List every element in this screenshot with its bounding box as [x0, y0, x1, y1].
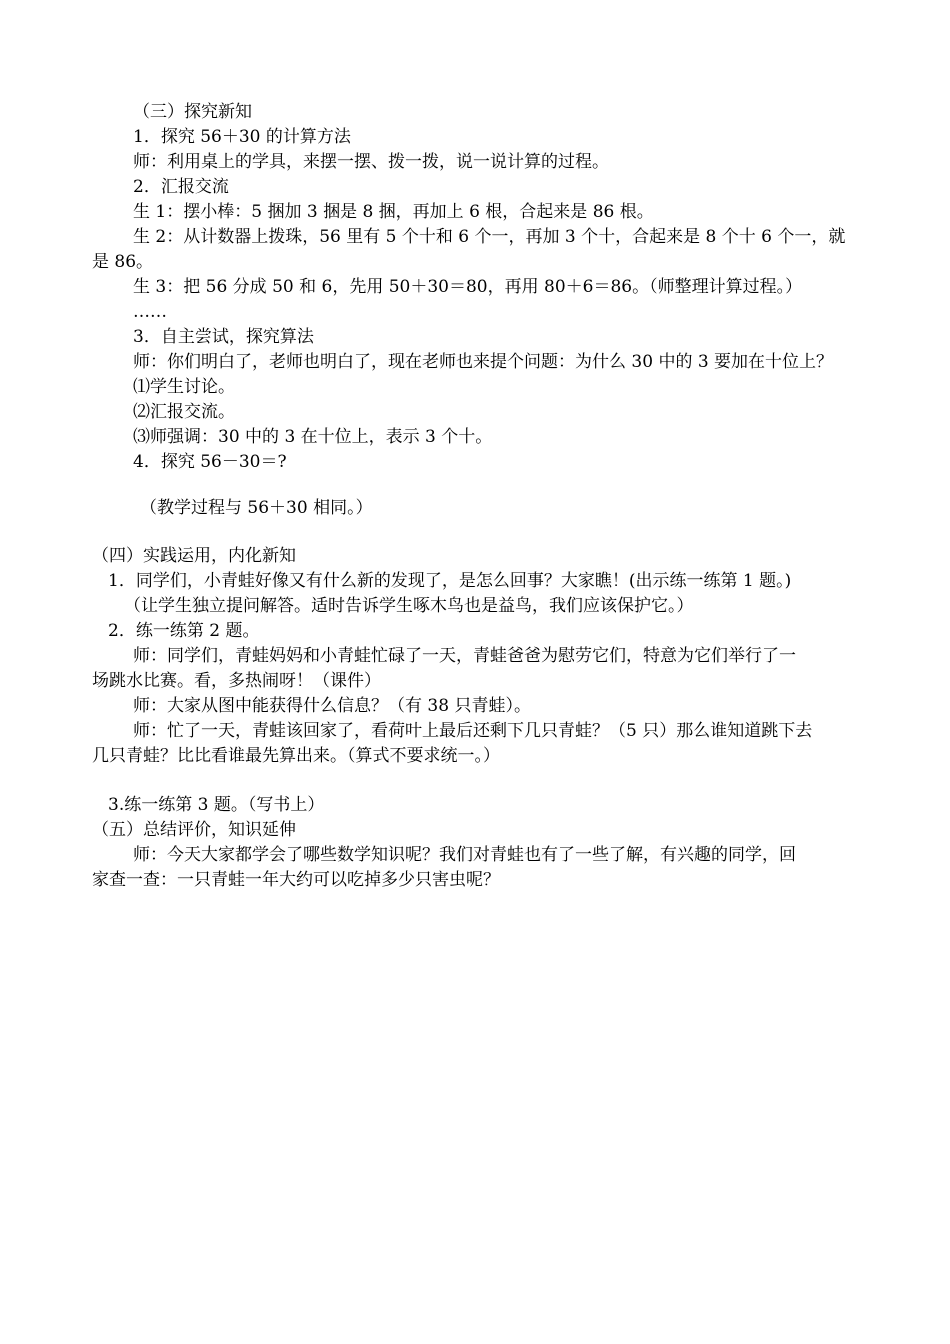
practice-2-teacher-2-cont: 几只青蛙？比比看谁最先算出来。（算式不要求统一。） — [92, 746, 500, 766]
practice-2-teacher: 师：同学们，青蛙妈妈和小青蛙忙碌了一天，青蛙爸爸为慰劳它们，特意为它们举行了一 — [133, 646, 796, 666]
practice-2-question: 师：大家从图中能获得什么信息？（有 38 只青蛙）。 — [133, 696, 531, 716]
practice-2-teacher-cont: 场跳水比赛。看，多热闹呀！（课件） — [92, 671, 381, 691]
substep-2: ⑵汇报交流。 — [133, 402, 235, 422]
section-heading-3: （三）探究新知 — [133, 102, 252, 122]
teacher-question: 师：你们明白了，老师也明白了，现在老师也来提个问题：为什么 30 中的 3 要加在十位上？ — [133, 352, 834, 372]
step-3-title: 3．自主尝试，探究算法 — [133, 327, 314, 347]
section-heading-5: （五）总结评价，知识延伸 — [92, 820, 296, 840]
substep-1: ⑴学生讨论。 — [133, 377, 235, 397]
step-4-title: 4．探究 56－30＝? — [133, 452, 287, 472]
section-heading-4: （四）实践运用，内化新知 — [92, 546, 296, 566]
step-4-note: （教学过程与 56＋30 相同。） — [140, 498, 373, 518]
ellipsis: …… — [133, 302, 167, 322]
practice-1: 1．同学们，小青蛙好像又有什么新的发现了，是怎么回事？大家瞧！(出示练一练第 1 题。) — [108, 571, 792, 591]
practice-1-note: （让学生独立提问解答。适时告诉学生啄木鸟也是益鸟，我们应该保护它。） — [124, 596, 694, 616]
substep-3: ⑶师强调：30 中的 3 在十位上，表示 3 个十。 — [133, 427, 493, 447]
summary-teacher: 师：今天大家都学会了哪些数学知识呢？我们对青蛙也有了一些了解，有兴趣的同学，回 — [133, 845, 796, 865]
student-3-line: 生 3：把 56 分成 50 和 6，先用 50＋30＝80，再用 80＋6＝86。（师整理计算过程。） — [133, 277, 803, 297]
student-2-line: 生 2：从计数器上拨珠，56 里有 5 个十和 6 个一，再加 3 个十，合起来是 8 个十 6 个一，就 — [133, 227, 846, 247]
practice-2: 2．练一练第 2 题。 — [108, 621, 260, 641]
student-2-line-cont: 是 86。 — [92, 252, 154, 272]
teacher-line: 师：利用桌上的学具，来摆一摆、拨一拨，说一说计算的过程。 — [133, 152, 609, 172]
step-1-title: 1．探究 56＋30 的计算方法 — [133, 127, 351, 147]
summary-teacher-cont: 家查一查：一只青蛙一年大约可以吃掉多少只害虫呢？ — [92, 870, 500, 890]
practice-3: 3.练一练第 3 题。（写书上） — [108, 795, 325, 815]
step-2-title: 2．汇报交流 — [133, 177, 229, 197]
practice-2-teacher-2: 师：忙了一天，青蛙该回家了，看荷叶上最后还剩下几只青蛙？（5 只）那么谁知道跳下去 — [133, 721, 813, 741]
student-1-line: 生 1：摆小棒：5 捆加 3 捆是 8 捆，再加上 6 根，合起来是 86 根。 — [133, 202, 654, 222]
